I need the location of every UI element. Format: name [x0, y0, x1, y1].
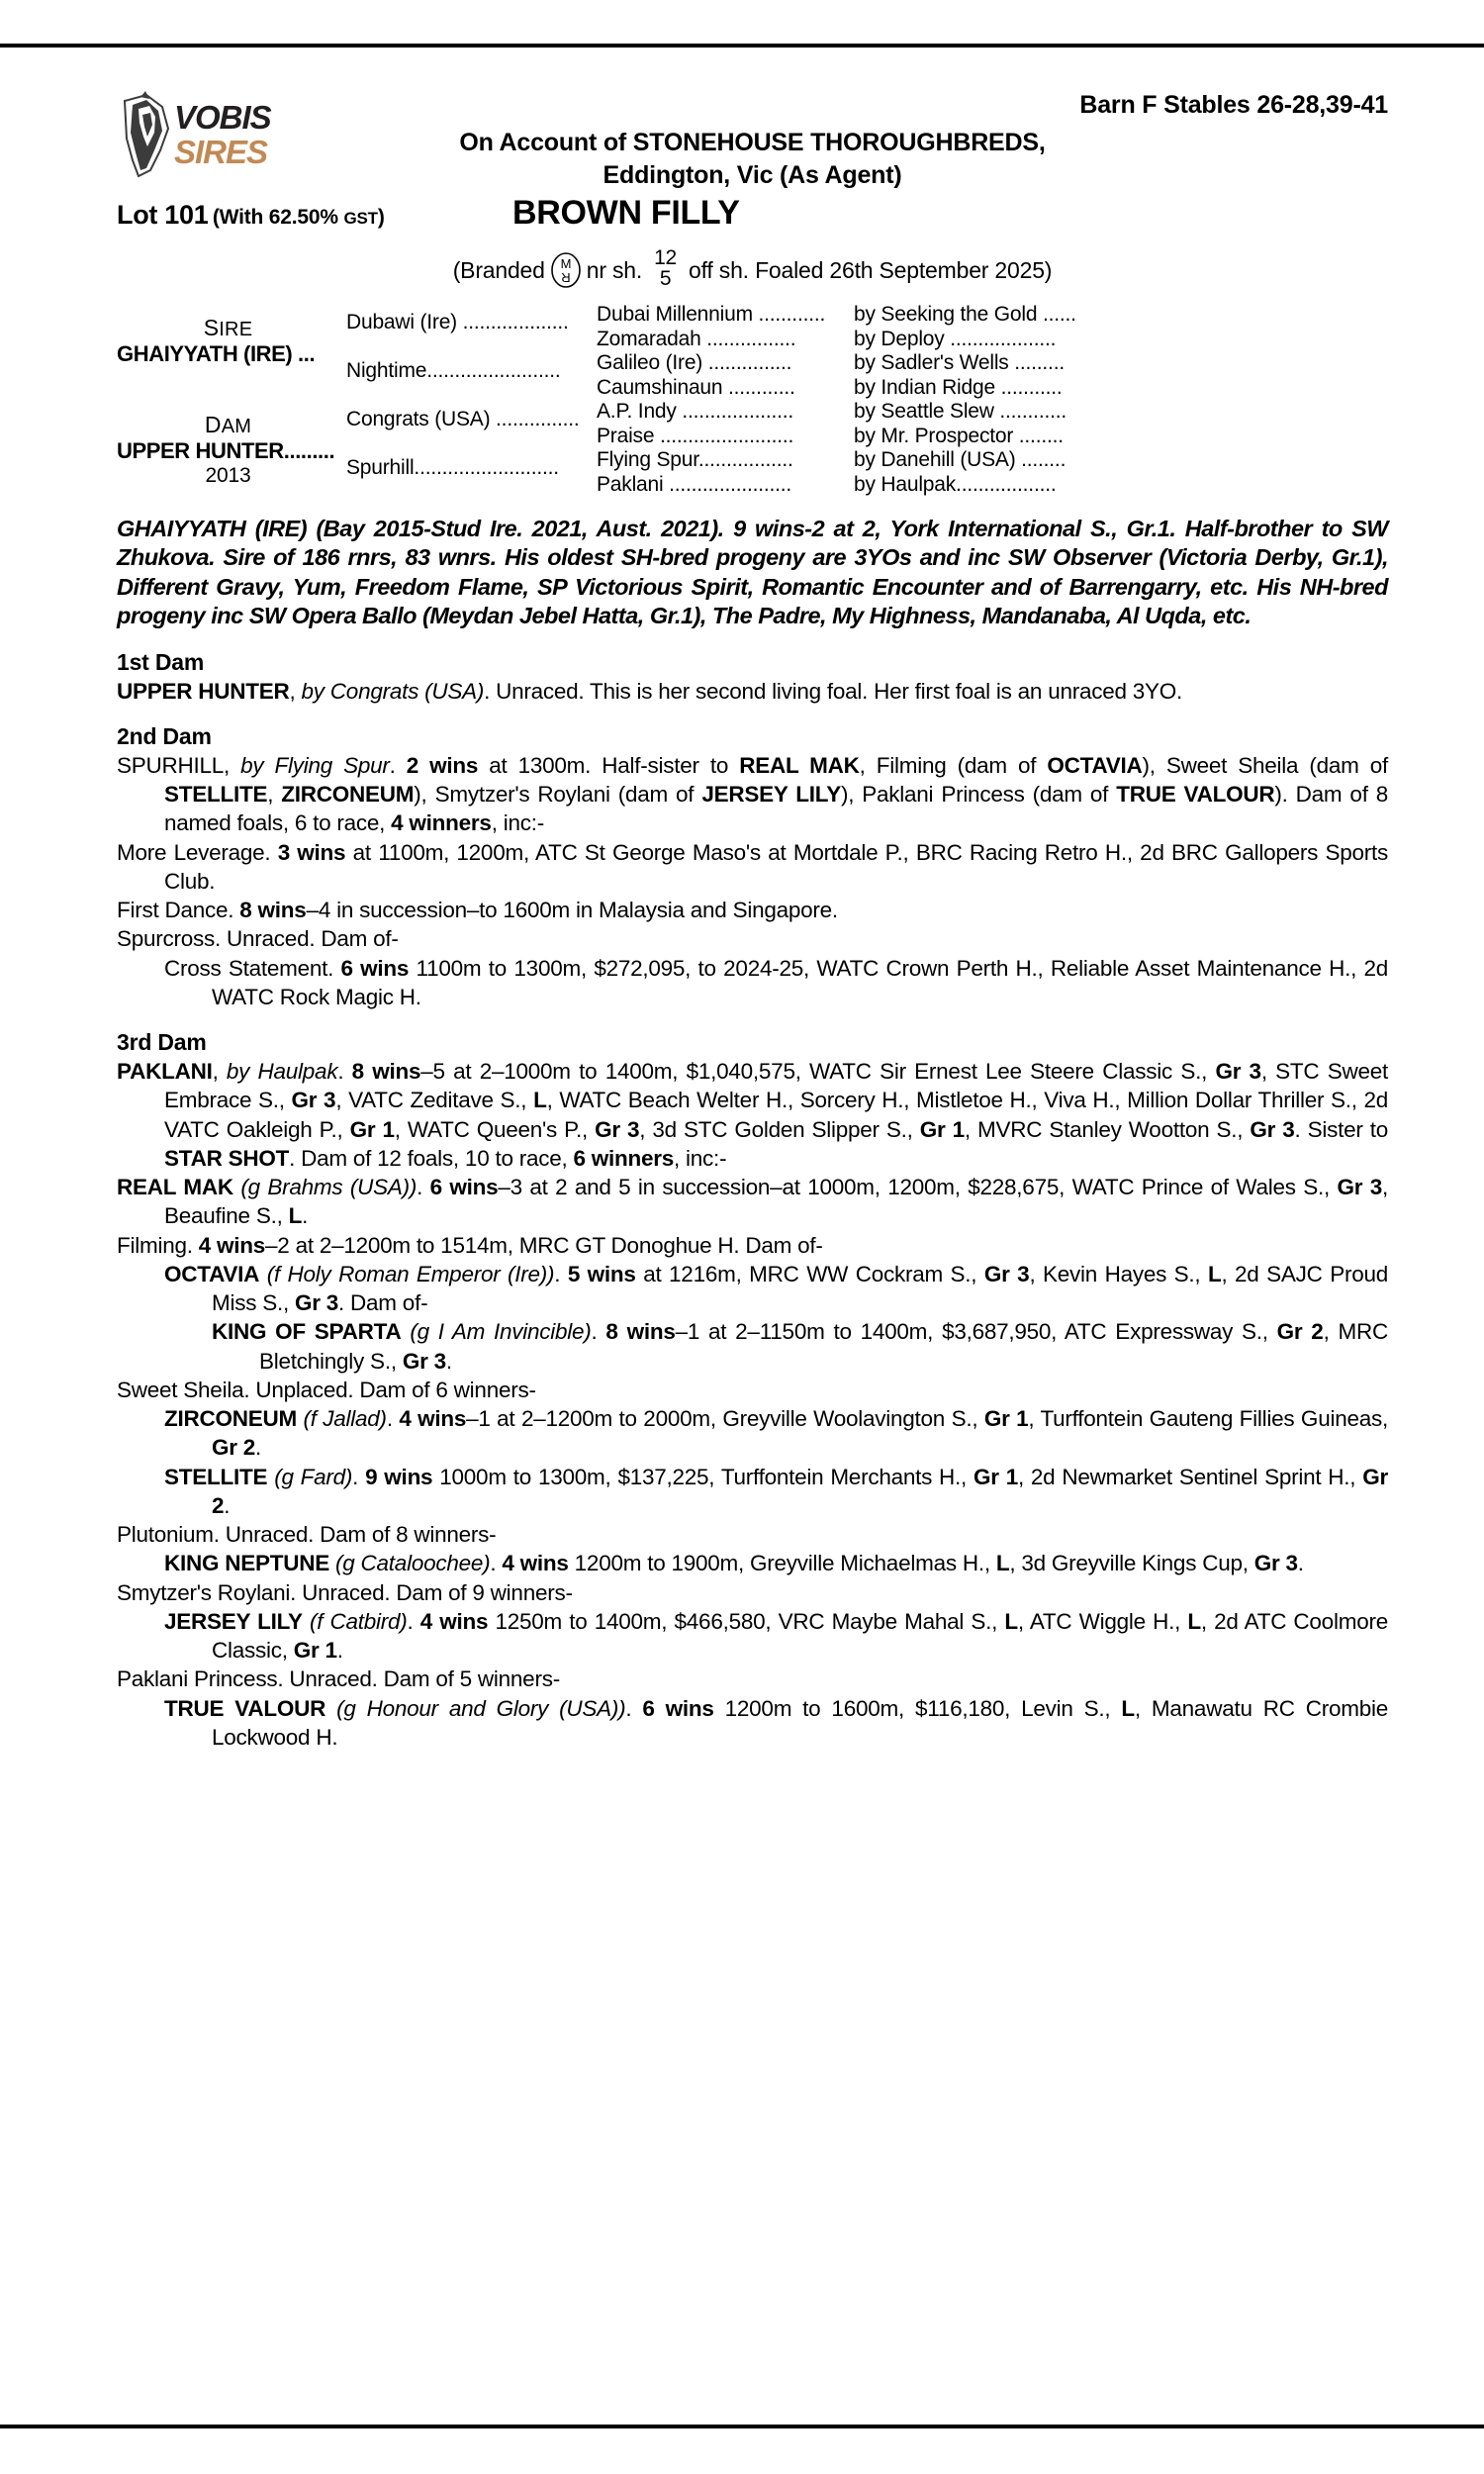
- first-dam-text: . Unraced. This is her second living foal. Her first foal is an unraced 3YO.: [484, 678, 1183, 704]
- race-grade: L: [288, 1203, 303, 1229]
- race-grade: Gr 1: [983, 1406, 1029, 1431]
- entry-text: .: [1297, 1551, 1304, 1576]
- race-grade: Gr 1: [974, 1464, 1018, 1489]
- second-dam-progeny-list: [117, 838, 1388, 1012]
- entry-text: –1 at 2–1200m to 2000m, Greyville Woolavington S.,: [466, 1406, 984, 1431]
- progeny-entry: [117, 1694, 1388, 1753]
- entry-text: , 2d SAJC Proud Miss S.,: [212, 1261, 1388, 1315]
- third-dam-entry: PAKLANI, by Haulpak. 8 wins–5 at 2–1000m to 1400m, $1,040,575, WATC Sir Ernest Lee Steere Classic S., Gr 3, STC Sweet Embrace S., Gr 3, VATC Zeditave S., L, WATC Beach Welter H., Sorcery H., Mistletoe H., Viva H., Million Dollar Thriller S., 2d VATC Oakleigh P., Gr 1, WATC Queen's P., Gr 3, 3d STC Golden Slipper S., Gr 1, MVRC Stanley Wootton S., Gr 3. Sister to STAR SHOT. Dam of 12 foals, 10 to race, 6 winners, inc:-: [117, 1059, 1389, 1171]
- page-content: [117, 69, 1388, 1752]
- entry-text: at 1216m, MRC WW Cockram S.,: [635, 1261, 984, 1286]
- race-grade: 6 winners: [573, 1145, 675, 1171]
- entry-text: , VATC Zeditave S.,: [335, 1088, 534, 1113]
- race-grade: Gr 3: [402, 1348, 446, 1374]
- entry-text: .: [490, 1551, 503, 1576]
- progeny-entry: [117, 1404, 1388, 1463]
- lot-title-row: [117, 194, 1388, 245]
- lot-number: Lot 101: [117, 200, 209, 230]
- sire-group: [117, 315, 339, 367]
- progeny-entry: [117, 1173, 1388, 1231]
- gen3-name: Paklani ......................: [597, 472, 792, 496]
- gen2-entry: Congrats (USA) ...............: [346, 408, 580, 430]
- race-grade: Gr 2: [1276, 1319, 1324, 1345]
- gen3-sire: by Sadler's Wells .........: [854, 351, 1065, 374]
- entry-text: .: [224, 1492, 231, 1518]
- entry-text: . Dam of-: [338, 1290, 428, 1315]
- third-dam-sire: by Haulpak: [226, 1059, 338, 1084]
- gen3-sire: by Mr. Prospector ........: [854, 424, 1064, 447]
- gen3-name: A.P. Indy ....................: [597, 400, 794, 423]
- sire-label: SIRE: [203, 315, 253, 340]
- race-grade: 5 wins: [567, 1261, 636, 1286]
- entry-text: , ATC Wiggle H.,: [1017, 1608, 1188, 1634]
- progeny-name: KING NEPTUNE: [164, 1551, 330, 1576]
- entry-text: , 2d ATC Coolmore Classic,: [212, 1608, 1388, 1663]
- progeny-wins: 8 wins: [239, 898, 307, 922]
- race-grade: Gr 1: [293, 1638, 337, 1663]
- progeny-detail: 1100m to 1300m, $272,095, to 2024-25, WATC Crown Perth H., Reliable Asset Maintenance H., 2d WATC Rock Magic H.: [212, 955, 1388, 1009]
- gen3-name: Dubai Millennium ............: [597, 303, 826, 326]
- gen3-name: Galileo (Ire) ...............: [597, 351, 792, 374]
- race-grade: L: [1207, 1261, 1222, 1286]
- race-grade: L: [1187, 1608, 1201, 1634]
- branded-prefix: (Branded: [452, 256, 545, 283]
- entry-text: .: [417, 1175, 430, 1199]
- third-dam-heading: 3rd Dam: [117, 1029, 207, 1055]
- race-grade: 9 wins: [365, 1464, 433, 1489]
- race-grade: Gr 2: [212, 1464, 1389, 1518]
- entry-text: .: [554, 1261, 568, 1286]
- race-grade: L: [995, 1551, 1010, 1576]
- progeny-entry: [117, 1463, 1388, 1521]
- entry-text: –5 at 2–1000m to 1400m, $1,040,575, WATC Sir Ernest Lee Steere Classic S.,: [420, 1059, 1216, 1084]
- entry-text: .: [625, 1695, 643, 1721]
- sire-name: GHAIYYATH (IRE) ...: [117, 341, 316, 366]
- gen3-sire: by Deploy ...................: [854, 327, 1057, 350]
- entry-text: .: [386, 1406, 400, 1431]
- sire-summary-paragraph: GHAIYYATH (IRE) (Bay 2015-Stud Ire. 2021, Aust. 2021). 9 wins-2 at 2, York International S., Gr.1. Half-brother to SW Zhukova. Sire of 186 rnrs, 83 wnrs. His oldest SH-bred progeny are 3YOs and inc SW Observer (Victoria Derby, Gr.1), Different Gravy, Yum, Freedom Flame, SP Victorious Spirit, Romantic Encounter and of Barrengarry, etc. His NH-bred progeny inc SW Opera Ballo (Meydan Jebel Hatta, Gr.1), The Padre, My Highness, Mandanaba, Al Uqda, etc.: [117, 516, 1388, 629]
- entry-text: , WATC Beach Welter H., Sorcery H., Mistletoe H., Viva H., Million Dollar Thriller S., 2d VATC Oakleigh P.,: [164, 1088, 1389, 1142]
- entry-text: .: [302, 1203, 309, 1229]
- gen2-entry: Nightime........................: [346, 359, 561, 382]
- entry-text: .: [591, 1319, 606, 1345]
- progeny-name: KING OF SPARTA: [212, 1319, 402, 1345]
- race-grade: Gr 1: [919, 1116, 965, 1142]
- progeny-entry: [117, 838, 1388, 897]
- race-grade: Gr 3: [983, 1261, 1030, 1286]
- entry-text: . Sister to: [1294, 1116, 1388, 1142]
- page-bottom-rule: [0, 2425, 1484, 2428]
- gen2-entry: Dubawi (Ire) ...................: [346, 311, 569, 333]
- progeny-entry: [117, 1665, 1388, 1693]
- brand-number-fraction: [654, 247, 677, 289]
- entry-text: .: [336, 1638, 343, 1663]
- second-dam-sire: by Flying Spur: [240, 752, 390, 778]
- progeny-sire-sex: (f Catbird): [310, 1608, 408, 1634]
- progeny-detail: at 1100m, 1200m, ATC St George Maso's at Mortdale P., BRC Racing Retro H., 2d BRC Gallopers Sports Club.: [164, 839, 1388, 894]
- race-grade: 4 wins: [502, 1551, 569, 1576]
- page-top-rule: [0, 44, 1484, 48]
- progeny-name: First Dance.: [117, 898, 240, 922]
- gen3-sire: by Seeking the Gold ......: [854, 303, 1076, 326]
- svg-text:SIRES: SIRES: [174, 134, 268, 170]
- entry-text: , 3d Greyville Kings Cup,: [1009, 1551, 1254, 1576]
- vendor-account-block: [117, 127, 1388, 193]
- entry-text: 1000m to 1300m, $137,225, Turffontein Merchants H.,: [432, 1464, 974, 1489]
- branded-off-shoulder-foaled: off sh. Foaled 26th September 2025): [689, 256, 1053, 283]
- race-grade: L: [533, 1088, 547, 1113]
- progeny-sire-sex: (g Brahms (USA)): [240, 1175, 417, 1199]
- gen3-sire: by Seattle Slew ............: [854, 400, 1067, 423]
- svg-text:M: M: [560, 256, 572, 271]
- entry-text: , Manawatu RC Crombie Lockwood H.: [212, 1695, 1388, 1750]
- entry-text: , Turffontein Gauteng Fillies Guineas,: [1028, 1406, 1388, 1431]
- entry-text: , Kevin Hayes S.,: [1029, 1261, 1208, 1286]
- progeny-detail: –4 in succession–to 1600m in Malaysia and Singapore.: [306, 898, 838, 922]
- first-dam-heading: 1st Dam: [117, 648, 205, 675]
- progeny-name: TRUE VALOUR: [164, 1695, 326, 1721]
- branded-near-shoulder: nr sh.: [586, 256, 643, 283]
- second-dam-name: SPURHILL: [117, 752, 225, 778]
- gen3-row: [597, 425, 1388, 449]
- entry-text: .: [407, 1608, 420, 1634]
- progeny-entry: [117, 1317, 1388, 1376]
- entry-text: . Dam of 12 foals, 10 to race,: [289, 1145, 574, 1171]
- progeny-sire-sex: (g I Am Invincible): [410, 1319, 592, 1345]
- brand-frac-bottom: 5: [659, 267, 672, 290]
- progeny-entry: [117, 924, 1388, 953]
- page-header: [117, 69, 1388, 198]
- gen3-name: Caumshinaun ............: [597, 375, 795, 399]
- race-grade: 4 wins: [419, 1608, 489, 1634]
- dam-group: [117, 412, 339, 488]
- race-grade: 4 wins: [198, 1232, 266, 1258]
- first-dam-name: UPPER HUNTER: [117, 678, 290, 704]
- first-dam-sire: by Congrats (USA): [301, 678, 485, 704]
- entry-text: , WATC Queen's P.,: [394, 1116, 596, 1142]
- entry-text: –3 at 2 and 5 in succession–at 1000m, 1200m, $228,675, WATC Prince of Wales S.,: [498, 1175, 1338, 1199]
- entry-text: , inc:-: [674, 1145, 727, 1171]
- progeny-entry: [117, 1231, 1388, 1260]
- gen3-row: [597, 473, 1388, 498]
- dam-name: UPPER HUNTER.........: [117, 438, 335, 463]
- entry-text: .: [337, 1059, 352, 1084]
- race-grade: Gr 3: [595, 1116, 640, 1142]
- progeny-sire-sex: (g Fard): [274, 1464, 353, 1489]
- race-grade: Gr 3: [1215, 1059, 1261, 1084]
- progeny-name: Sweet Sheila. Unplaced. Dam of 6 winners-: [117, 1377, 536, 1402]
- progeny-entry: [117, 1376, 1388, 1404]
- gen3-row: [597, 400, 1388, 425]
- entry-text: , STC Sweet Embrace S.,: [164, 1059, 1389, 1113]
- progeny-name: JERSEY LILY: [164, 1608, 303, 1634]
- lot-left-group: [117, 200, 385, 231]
- race-grade: 6 wins: [429, 1175, 499, 1199]
- progeny-name: Spurcross. Unraced. Dam of-: [117, 926, 399, 952]
- race-grade: Gr 1: [349, 1116, 395, 1142]
- entry-text: 1200m to 1900m, Greyville Michaelmas H.,: [568, 1551, 996, 1576]
- race-grade: Gr 3: [1253, 1551, 1298, 1576]
- race-grade: 6 wins: [642, 1695, 714, 1721]
- gen3-sire: by Indian Ridge ...........: [854, 375, 1063, 399]
- progeny-name: OCTAVIA: [164, 1261, 260, 1286]
- race-grade: 8 wins: [605, 1319, 676, 1345]
- entry-text: .: [445, 1348, 452, 1374]
- entry-text: .: [352, 1464, 366, 1489]
- gen3-name: Praise ........................: [597, 424, 794, 447]
- gen3-name: Zomaradah ................: [597, 327, 796, 350]
- gen3-row: [597, 328, 1388, 352]
- progeny-name: Smytzer's Roylani. Unraced. Dam of 9 winners-: [117, 1579, 573, 1605]
- progeny-sire-sex: (g Cataloochee): [335, 1551, 491, 1576]
- vendor-location-line: Eddington, Vic (As Agent): [603, 161, 902, 190]
- second-dam-entry: SPURHILL, by Flying Spur. 2 wins at 1300m. Half-sister to REAL MAK, Filming (dam of OCTAVIA), Sweet Sheila (dam of STELLITE, ZIRCONEUM), Smytzer's Roylani (dam of JERSEY LILY), Paklani Princess (dam of TRUE VALOUR). Dam of 8 named foals, 6 to race, 4 winners, inc:-: [117, 752, 1388, 836]
- race-grade: L: [1121, 1695, 1135, 1721]
- first-dam-entry: UPPER HUNTER, by Congrats (USA). Unraced. This is her second living foal. Her first foal is an unraced 3YO.: [117, 678, 1183, 704]
- progeny-name: ZIRCONEUM: [164, 1406, 297, 1431]
- entry-text: –2 at 2–1200m to 1514m, MRC GT Donoghue H. Dam of-: [265, 1232, 823, 1258]
- pedigree-gen3-column: [597, 303, 1388, 497]
- progeny-entry: [117, 1260, 1388, 1318]
- progeny-sire-sex: (g Honour and Glory (USA)): [336, 1695, 626, 1721]
- progeny-entry: [117, 954, 1388, 1012]
- race-grade: Gr 3: [295, 1290, 339, 1315]
- svg-text:R: R: [561, 270, 571, 285]
- progeny-wins: 3 wins: [277, 839, 346, 865]
- dam-foaling-year: 2013: [205, 464, 251, 487]
- progeny-sire-sex: (f Jallad): [303, 1406, 387, 1431]
- progeny-entry: [117, 1520, 1388, 1549]
- gen3-name: Flying Spur.................: [597, 448, 793, 471]
- horse-colour-sex: BROWN FILLY: [512, 194, 740, 232]
- barn-stables-label: Barn F Stables 26-28,39-41: [1079, 91, 1388, 119]
- progeny-sire-sex: (f Holy Roman Emperor (Ire)): [266, 1261, 555, 1286]
- second-dam-heading: 2nd Dam: [117, 722, 212, 749]
- progeny-name: REAL MAK: [117, 1175, 233, 1199]
- gst-abbrev: GST: [343, 209, 378, 228]
- progeny-name: More Leverage.: [117, 839, 278, 865]
- gen3-row: [597, 303, 1388, 328]
- progeny-name: Paklani Princess. Unraced. Dam of 5 winners-: [117, 1666, 560, 1692]
- progeny-entry: [117, 1607, 1388, 1665]
- entry-text: , Beaufine S.,: [164, 1175, 1389, 1229]
- progeny-name: Filming.: [117, 1232, 199, 1258]
- race-grade: Gr 2: [212, 1435, 256, 1461]
- entry-text: 1250m to 1400m, $466,580, VRC Maybe Mahal S.,: [488, 1608, 1005, 1634]
- gen3-row: [597, 448, 1388, 473]
- lot-gst-note: (With 62.50% GST): [212, 206, 385, 229]
- progeny-name: Plutonium. Unraced. Dam of 8 winners-: [117, 1522, 497, 1547]
- entry-text: –1 at 2–1150m to 1400m, $3,687,950, ATC Expressway S.,: [675, 1319, 1277, 1345]
- progeny-entry: [117, 896, 1388, 924]
- gen3-row: [597, 351, 1388, 376]
- dam-label: DAM: [204, 412, 252, 437]
- entry-text: .: [255, 1435, 262, 1461]
- gen3-row: [597, 376, 1388, 401]
- progeny-name: Cross Statement.: [164, 955, 341, 981]
- race-grade: Gr 3: [1250, 1116, 1295, 1142]
- progeny-wins: 6 wins: [340, 955, 410, 981]
- svg-text:VOBIS: VOBIS: [174, 99, 271, 136]
- race-grade: STAR SHOT: [164, 1145, 290, 1171]
- race-grade: Gr 3: [291, 1088, 336, 1113]
- race-grade: L: [1004, 1608, 1018, 1634]
- gen3-sire: by Danehill (USA) ........: [854, 448, 1067, 471]
- entry-text: , MRC Bletchingly S.,: [259, 1319, 1388, 1374]
- brand-frac-top: 12: [654, 246, 678, 269]
- branded-foaled-row: [117, 246, 1388, 293]
- third-dam-progeny-list: [117, 1173, 1388, 1752]
- entry-text: , 2d Newmarket Sentinel Sprint H.,: [1017, 1464, 1363, 1489]
- third-dam-name: PAKLANI: [117, 1059, 213, 1084]
- pedigree-table: [117, 303, 1388, 501]
- progeny-entry: [117, 1578, 1388, 1607]
- entry-text: 1200m to 1600m, $116,180, Levin S.,: [713, 1695, 1122, 1721]
- gen2-entry: Spurhill..........................: [346, 456, 559, 479]
- race-grade: Gr 3: [1337, 1175, 1382, 1199]
- progeny-name: STELLITE: [164, 1464, 268, 1489]
- brand-symbol-icon: [549, 251, 583, 289]
- progeny-entry: [117, 1549, 1388, 1577]
- gen3-sire: by Haulpak..................: [854, 472, 1057, 496]
- entry-text: , MVRC Stanley Wootton S.,: [964, 1116, 1251, 1142]
- vendor-name-line: On Account of STONEHOUSE THOROUGHBREDS,: [459, 129, 1046, 156]
- race-grade: 8 wins: [351, 1059, 421, 1084]
- race-grade: 4 wins: [399, 1406, 467, 1431]
- entry-text: , 3d STC Golden Slipper S.,: [639, 1116, 920, 1142]
